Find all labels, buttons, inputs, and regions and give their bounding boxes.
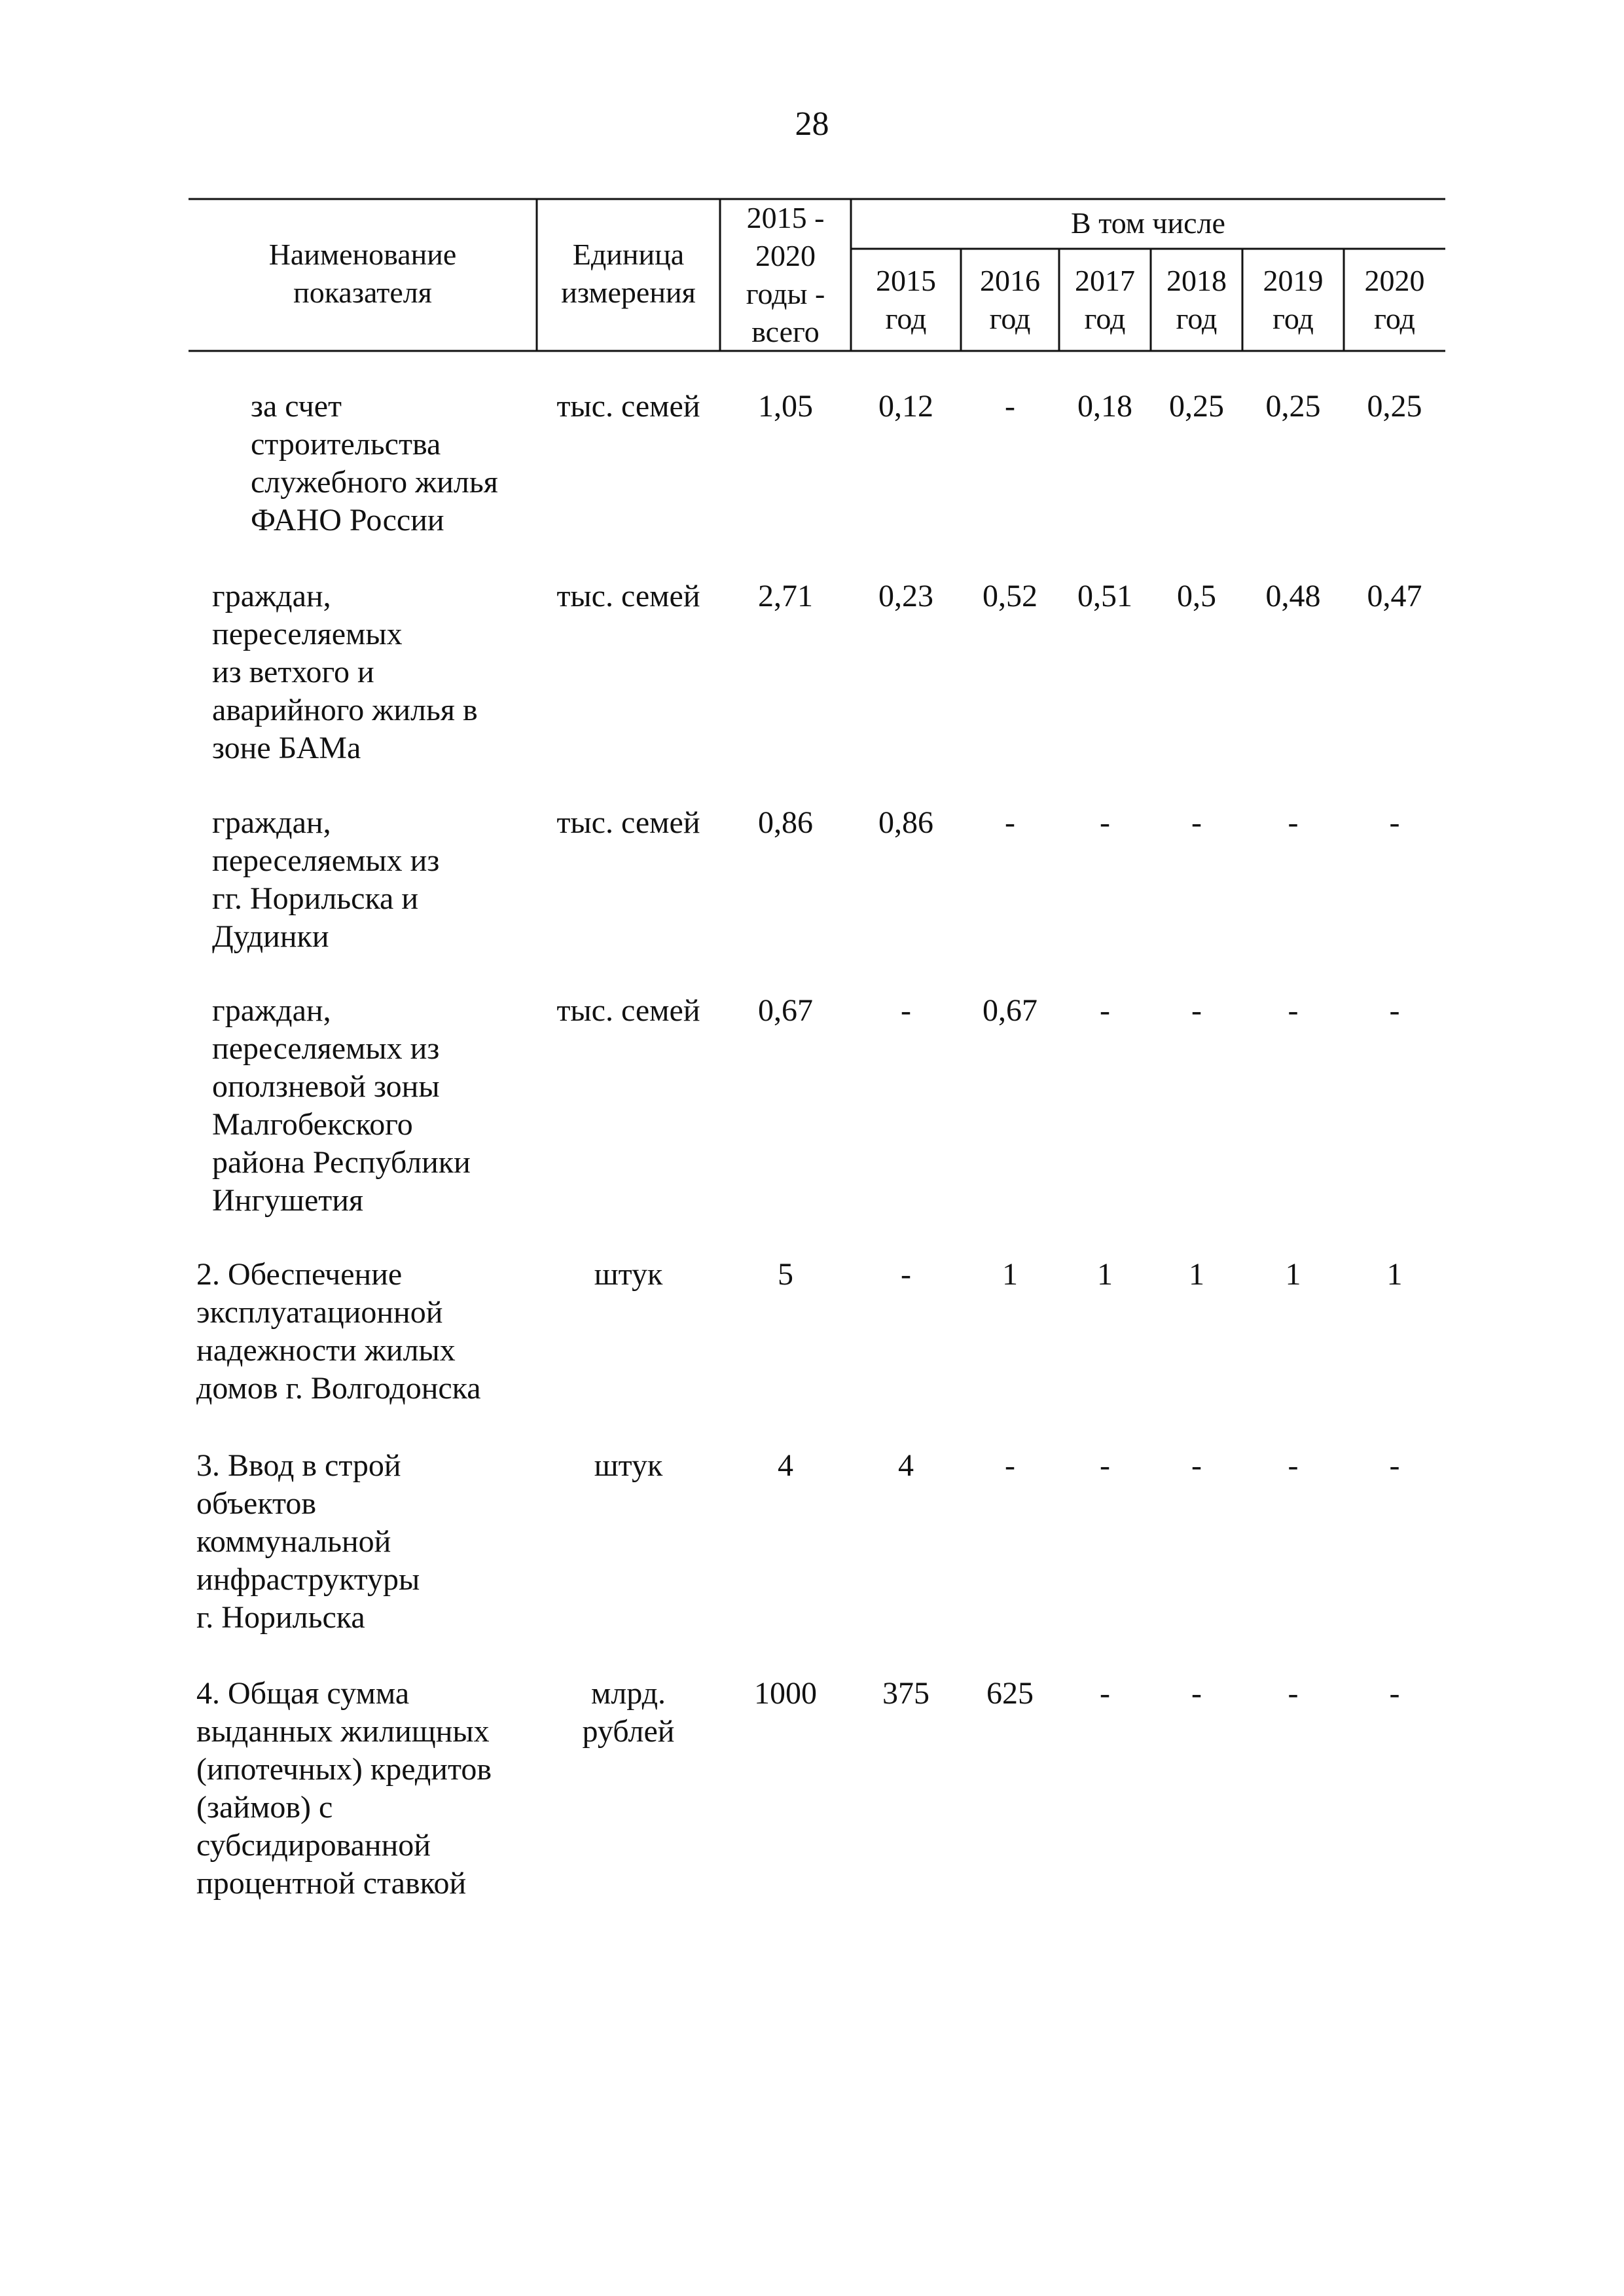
value-2015: 375 xyxy=(882,1676,929,1711)
value-2020: - xyxy=(1389,993,1400,1028)
unit-cell: штук xyxy=(594,1257,663,1292)
value-2015: 0,86 xyxy=(878,805,933,840)
value-2016: - xyxy=(1005,805,1015,840)
unit-cell: млрд. рублей xyxy=(582,1676,675,1749)
value-2020: 0,47 xyxy=(1367,579,1422,613)
indicator-name: 4. Общая сумма выданных жилищных (ипотечных) кредитов (займов) с субсидированной процентной ставкой xyxy=(196,1676,492,1901)
header-year-2017: 2017 год xyxy=(1075,264,1135,335)
value-2019: 1 xyxy=(1285,1257,1301,1292)
value-2019: - xyxy=(1288,1676,1299,1711)
value-2017: - xyxy=(1100,1448,1110,1483)
indicator-name: за счет строительства служебного жилья ФАНО России xyxy=(251,389,498,538)
value-2016: 1 xyxy=(1002,1257,1018,1292)
value-2020: 0,25 xyxy=(1367,389,1422,424)
value-2017: - xyxy=(1100,1676,1110,1711)
value-2018: 0,5 xyxy=(1177,579,1216,613)
value-2019: 0,48 xyxy=(1265,579,1321,613)
value-2019: 0,25 xyxy=(1265,389,1321,424)
value-2018: - xyxy=(1191,1676,1202,1711)
header-year-2015: 2015 год xyxy=(876,264,936,335)
value-2018: 0,25 xyxy=(1169,389,1224,424)
total-cell: 0,67 xyxy=(758,993,813,1028)
value-2017: - xyxy=(1100,805,1110,840)
total-cell: 2,71 xyxy=(758,579,813,613)
header-including: В том числе xyxy=(1071,206,1225,240)
value-2019: - xyxy=(1288,993,1299,1028)
unit-cell: штук xyxy=(594,1448,663,1483)
unit-cell: тыс. семей xyxy=(556,389,700,424)
indicator-name: граждан, переселяемых из ветхого и аварийного жилья в зоне БАМа xyxy=(212,579,478,765)
page-number: 28 xyxy=(795,105,829,143)
value-2018: - xyxy=(1191,993,1202,1028)
value-2016: 625 xyxy=(986,1676,1034,1711)
total-cell: 1,05 xyxy=(758,389,813,424)
value-2020: 1 xyxy=(1386,1257,1403,1292)
value-2016: 0,67 xyxy=(983,993,1038,1028)
header-year-2019: 2019 год xyxy=(1263,264,1324,335)
value-2015: 0,12 xyxy=(878,389,933,424)
header-year-2020: 2020 год xyxy=(1364,264,1425,335)
value-2015: 0,23 xyxy=(878,579,933,613)
unit-cell: тыс. семей xyxy=(556,805,700,840)
value-2017: 0,18 xyxy=(1077,389,1132,424)
header-year-2018: 2018 год xyxy=(1166,264,1227,335)
value-2016: 0,52 xyxy=(983,579,1038,613)
total-cell: 4 xyxy=(778,1448,793,1483)
value-2015: - xyxy=(901,993,911,1028)
value-2015: 4 xyxy=(898,1448,914,1483)
value-2015: - xyxy=(901,1257,911,1292)
value-2017: 1 xyxy=(1097,1257,1113,1292)
indicator-name: граждан, переселяемых из оползневой зоны Малгобекского района Республики Ингушетия xyxy=(212,993,471,1218)
unit-cell: тыс. семей xyxy=(556,993,700,1028)
total-cell: 0,86 xyxy=(758,805,813,840)
value-2020: - xyxy=(1389,1448,1400,1483)
total-cell: 1000 xyxy=(754,1676,817,1711)
value-2019: - xyxy=(1288,805,1299,840)
header-total: 2015 - 2020 годы - всего xyxy=(746,201,825,348)
value-2018: - xyxy=(1191,805,1202,840)
value-2019: - xyxy=(1288,1448,1299,1483)
total-cell: 5 xyxy=(778,1257,793,1292)
value-2018: 1 xyxy=(1189,1257,1204,1292)
value-2020: - xyxy=(1389,805,1400,840)
value-2017: 0,51 xyxy=(1077,579,1132,613)
value-2020: - xyxy=(1389,1676,1400,1711)
value-2016: - xyxy=(1005,1448,1015,1483)
value-2017: - xyxy=(1100,993,1110,1028)
header-year-2016: 2016 год xyxy=(980,264,1040,335)
indicator-name: граждан, переселяемых из гг. Норильска и Дудинки xyxy=(212,805,440,954)
indicator-name: 2. Обеспечение эксплуатационной надежности жилых домов г. Волгодонска xyxy=(196,1257,481,1406)
unit-cell: тыс. семей xyxy=(556,579,700,613)
value-2016: - xyxy=(1005,389,1015,424)
indicator-name: 3. Ввод в строй объектов коммунальной инфраструктуры г. Норильска xyxy=(196,1448,420,1635)
value-2018: - xyxy=(1191,1448,1202,1483)
header-unit: Единица измерения xyxy=(561,238,696,309)
header-name: Наименование показателя xyxy=(268,238,457,309)
